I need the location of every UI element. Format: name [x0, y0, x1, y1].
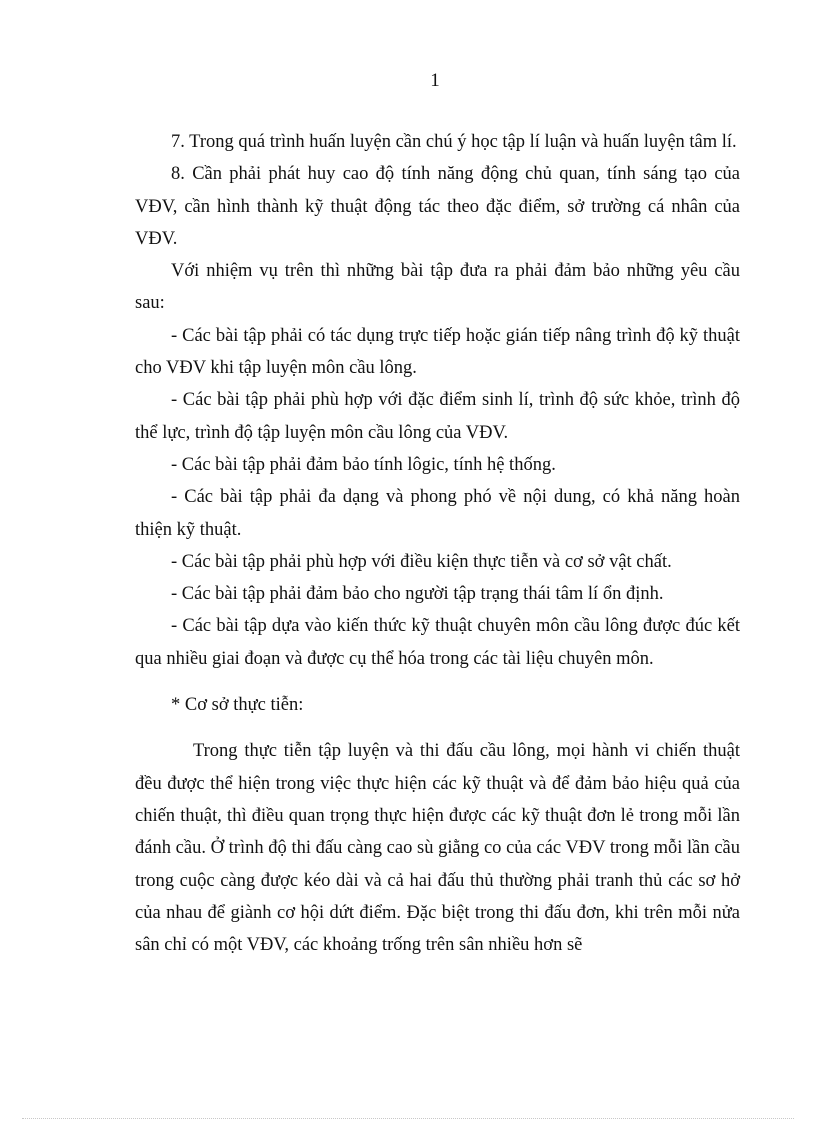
list-item: - Các bài tập phải phù hợp với điều kiện thực tiễn và cơ sở vật chất. [171, 551, 672, 572]
list-item: - Các bài tập phải có tác dụng trực tiếp hoặc gián tiếp nâng trình độ kỹ thuật cho VĐV khi tập luyện môn cầu lông. [135, 325, 740, 379]
paragraph-practice-basis: Trong thực tiễn tập luyện và thi đấu cầu lông, mọi hành vi chiến thuật đều được thể hiện trong việc thực hiện các kỹ thuật và để đảm bảo hiệu quả của chiến thuật, thì điều quan trọng thực hiện được các kỹ thuật đơn lẻ trong mỗi lần đánh cầu. Ở trình độ thi đấu càng cao sù giằng co của các VĐV trong mỗi lần cầu trong cuộc càng được kéo dài và cả hai đấu thủ thường phải tranh thủ các sơ hở của nhau để giành cơ hội dứt điểm. Đặc biệt trong thi đấu đơn, khi trên mỗi nửa sân chỉ có một VĐV, các khoảng trống trên sân nhiều hơn sẽ [135, 741, 740, 956]
section-heading: * Cơ sở thực tiễn: [171, 695, 304, 716]
list-item: - Các bài tập dựa vào kiến thức kỹ thuật chuyên môn cầu lông được đúc kết qua nhiều giai đoạn và được cụ thể hóa trong các tài liệu chuyên môn. [135, 616, 740, 669]
list-item: - Các bài tập phải đảm bảo tính lôgic, tính hệ thống. [171, 454, 556, 475]
list-item: - Các bài tập phải đảm bảo cho người tập trạng thái tâm lí ổn định. [171, 584, 664, 605]
list-item: - Các bài tập phải đa dạng và phong phó về nội dung, có khả năng hoàn thiện kỹ thuật. [135, 487, 740, 540]
paragraph-training-theory: 7. Trong quá trình huấn luyện cần chú ý học tập lí luận và huấn luyện tâm lí. [171, 132, 737, 152]
page-number: 1 [430, 70, 440, 91]
paragraph-athlete-creativity: 8. Cần phải phát huy cao độ tính năng động chủ quan, tính sáng tạo của VĐV, cần hình thành kỹ thuật động tác theo đặc điểm, sở trường cá nhân của VĐV. [135, 164, 740, 249]
paragraph-requirements-intro: Với nhiệm vụ trên thì những bài tập đưa ra phải đảm bảo những yêu cầu sau: [135, 261, 740, 314]
page-bottom-divider [22, 1118, 794, 1119]
document-body [135, 126, 740, 961]
list-item: - Các bài tập phải phù hợp với đặc điểm sinh lí, trình độ sức khỏe, trình độ thể lực, trình độ tập luyện môn cầu lông của VĐV. [135, 390, 740, 443]
